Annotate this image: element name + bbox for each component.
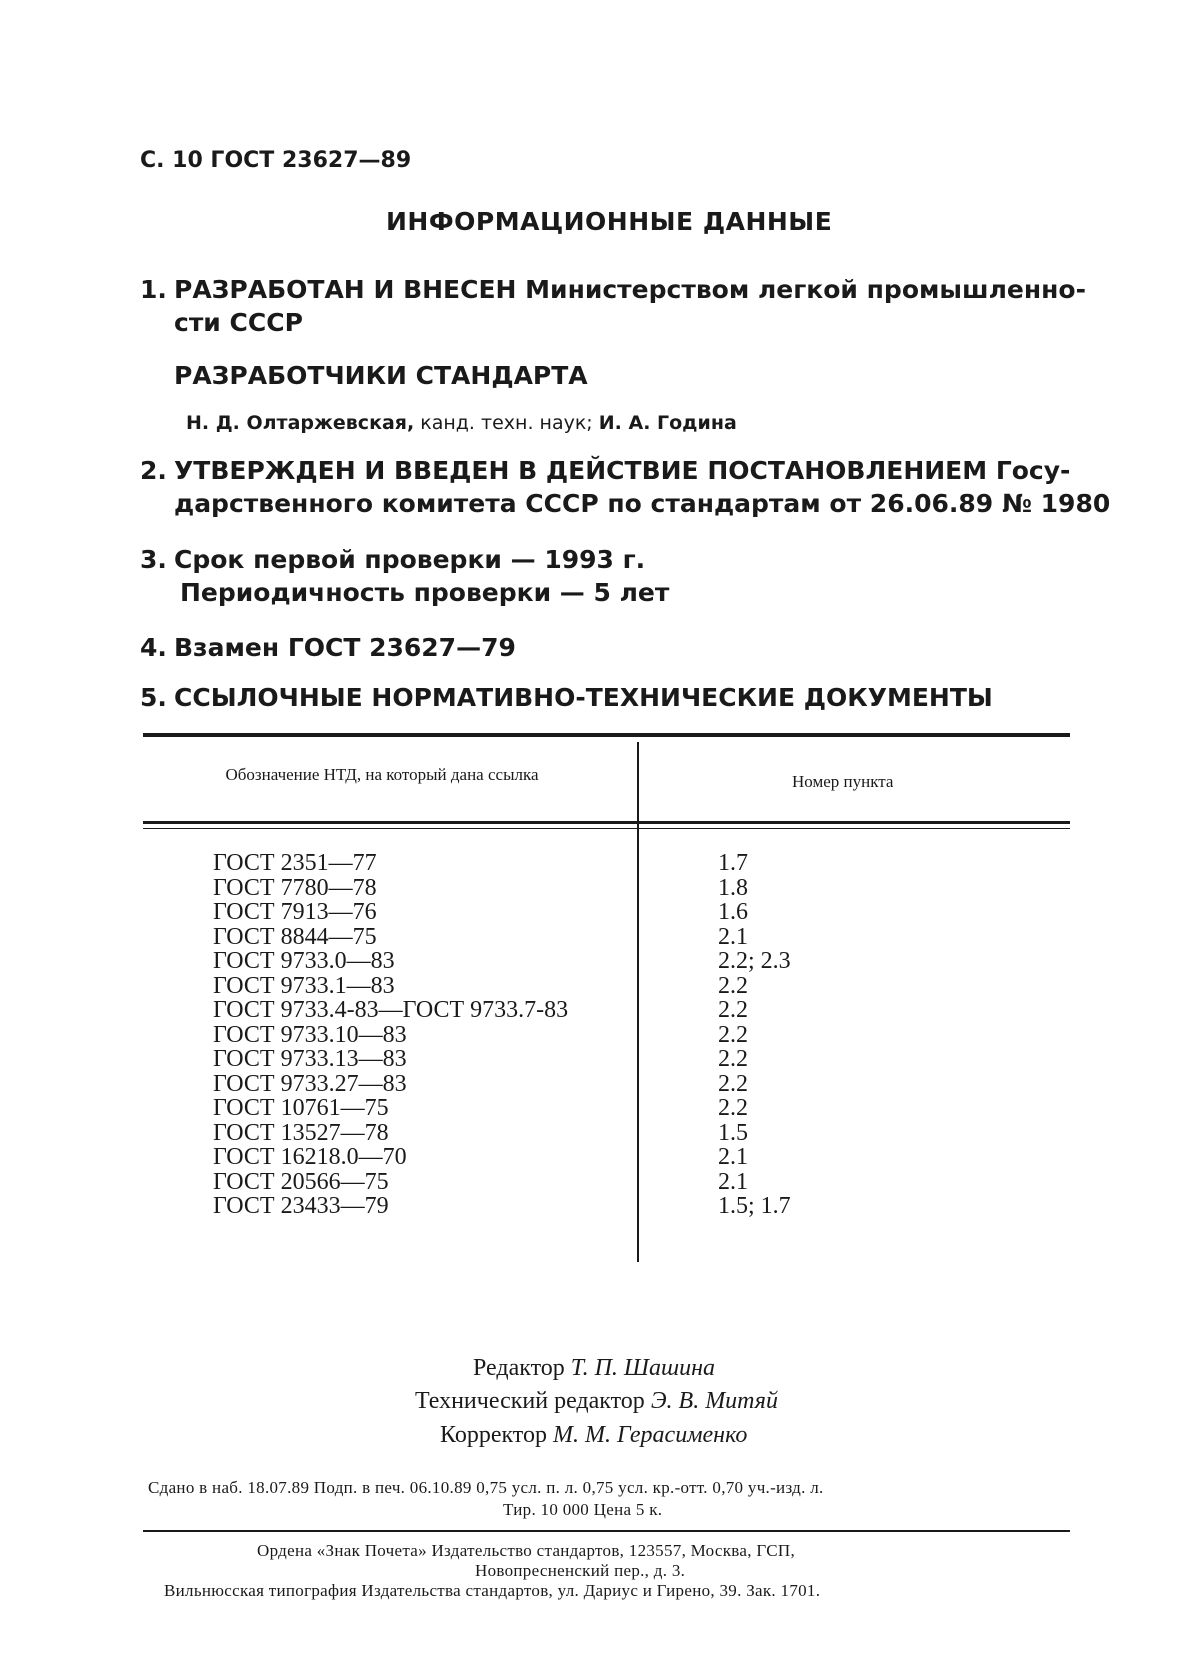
document-cell: ГОСТ 2351—77: [213, 850, 377, 876]
document-cell: ГОСТ 9733.13—83: [213, 1046, 407, 1072]
table-row: [213, 876, 791, 901]
table-header-document: Обозначение НТД, на который дана ссылка: [225, 765, 539, 784]
section-number: 5.: [140, 683, 167, 712]
document-cell: ГОСТ 9733.10—83: [213, 1021, 407, 1048]
section-4-text: Взамен ГОСТ 23627—79: [174, 633, 516, 662]
section-1-line-2: сти СССР: [174, 308, 303, 337]
item-cell: 1.5: [718, 1119, 748, 1146]
table-header-item: Номер пункта: [792, 772, 894, 791]
table-row: [213, 1194, 791, 1219]
table-row: [213, 1023, 791, 1048]
imprint-line-2: Тир. 10 000 Цена 5 к.: [503, 1500, 663, 1519]
document-cell: ГОСТ 7780—78: [213, 874, 377, 901]
item-cell: 1.5; 1.7: [718, 1193, 791, 1219]
item-cell: 2.2: [718, 972, 748, 999]
document-cell: ГОСТ 9733.0—83: [213, 948, 395, 974]
imprint-line-1: Сдано в наб. 18.07.89 Подп. в печ. 06.10.89 0,75 усл. п. л. 0,75 усл. кр.-отт. 0,70 уч.-изд. л.: [148, 1478, 824, 1497]
developer-name-2: И. А. Година: [598, 412, 737, 434]
developers-names: [186, 412, 737, 434]
developer-degree: канд. техн. наук;: [414, 412, 599, 434]
table-header-rule-thin: [143, 828, 1070, 829]
developers-heading: РАЗРАБОТЧИКИ СТАНДАРТА: [174, 361, 588, 390]
developer-name-1: Н. Д. Олтаржевская,: [186, 412, 415, 434]
section-number: 2.: [140, 456, 167, 485]
section-3-line-2: Периодичность проверки — 5 лет: [180, 578, 670, 607]
table-row: [213, 900, 791, 925]
section-2-line-1: УТВЕРЖДЕН И ВВЕДЕН В ДЕЙСТВИЕ ПОСТАНОВЛЕНИЕМ Госу-: [174, 456, 1071, 485]
section-5-text: ССЫЛОЧНЫЕ НОРМАТИВНО-ТЕХНИЧЕСКИЕ ДОКУМЕНТЫ: [174, 683, 993, 712]
credit-corr-label: Корректор: [440, 1422, 553, 1448]
section-number: 3.: [140, 545, 167, 574]
table-row: [213, 851, 791, 876]
table-header-rule: [143, 821, 1070, 824]
table-row: [213, 925, 791, 950]
credit-editor-name: Т. П. Шашина: [570, 1355, 715, 1381]
table-row: [213, 974, 791, 999]
document-cell: ГОСТ 7913—76: [213, 899, 377, 925]
table-row: [213, 1145, 791, 1170]
document-cell: ГОСТ 23433—79: [213, 1193, 389, 1219]
section-1-line-1: РАЗРАБОТАН И ВНЕСЕН Министерством легкой промышленно-: [174, 275, 1086, 304]
reference-table-body: [213, 851, 791, 1219]
credit-tech-editor: [415, 1388, 778, 1415]
item-cell: 1.7: [718, 850, 748, 876]
credit-corr-name: М. М. Герасименко: [552, 1422, 748, 1448]
imprint-line-3: Ордена «Знак Почета» Издательство стандартов, 123557, Москва, ГСП,: [257, 1541, 796, 1560]
table-row: [213, 1072, 791, 1097]
imprint-rule: [143, 1530, 1070, 1532]
document-cell: ГОСТ 9733.4-83—ГОСТ 9733.7-83: [213, 997, 569, 1023]
page-header: С. 10 ГОСТ 23627—89: [140, 148, 412, 173]
credit-corrector: [440, 1422, 747, 1449]
credit-editor-label: Редактор: [473, 1355, 571, 1381]
imprint-line-4: Новопресненский пер., д. 3.: [475, 1561, 686, 1580]
document-cell: ГОСТ 20566—75: [213, 1168, 389, 1195]
section-number: 4.: [140, 633, 167, 662]
section-number: 1.: [140, 275, 167, 304]
table-row: [213, 998, 791, 1023]
page-title: ИНФОРМАЦИОННЫЕ ДАННЫЕ: [386, 207, 833, 236]
document-cell: ГОСТ 8844—75: [213, 923, 377, 950]
table-top-rule: [143, 733, 1070, 737]
item-cell: 2.2; 2.3: [718, 948, 791, 974]
item-cell: 1.8: [718, 874, 748, 901]
item-cell: 2.1: [718, 923, 748, 950]
document-cell: ГОСТ 10761—75: [213, 1095, 389, 1121]
item-cell: 2.2: [718, 1046, 748, 1072]
item-cell: 2.1: [718, 1144, 748, 1170]
table-row: [213, 1047, 791, 1072]
item-cell: 1.6: [718, 899, 748, 925]
credit-tech-label: Технический редактор: [415, 1388, 651, 1414]
table-row: [213, 1121, 791, 1146]
table-row: [213, 1096, 791, 1121]
section-2-line-2: дарственного комитета СССР по стандартам от 26.06.89 № 1980: [174, 489, 1111, 518]
item-cell: 2.2: [718, 1021, 748, 1048]
item-cell: 2.2: [718, 1095, 748, 1121]
imprint-line-5: Вильнюсская типография Издательства стандартов, ул. Дариус и Гирено, 39. Зак. 1701.: [164, 1581, 821, 1600]
item-cell: 2.2: [718, 1070, 748, 1097]
table-row: [213, 949, 791, 974]
document-cell: ГОСТ 9733.27—83: [213, 1070, 407, 1097]
document-cell: ГОСТ 13527—78: [213, 1119, 389, 1146]
credit-tech-name: Э. В. Митяй: [650, 1388, 778, 1414]
item-cell: 2.1: [718, 1168, 748, 1195]
document-cell: ГОСТ 16218.0—70: [213, 1144, 407, 1170]
document-cell: ГОСТ 9733.1—83: [213, 972, 395, 999]
item-cell: 2.2: [718, 997, 748, 1023]
section-3-line-1: Срок первой проверки — 1993 г.: [174, 545, 646, 574]
table-row: [213, 1170, 791, 1195]
credit-editor: [473, 1355, 715, 1382]
